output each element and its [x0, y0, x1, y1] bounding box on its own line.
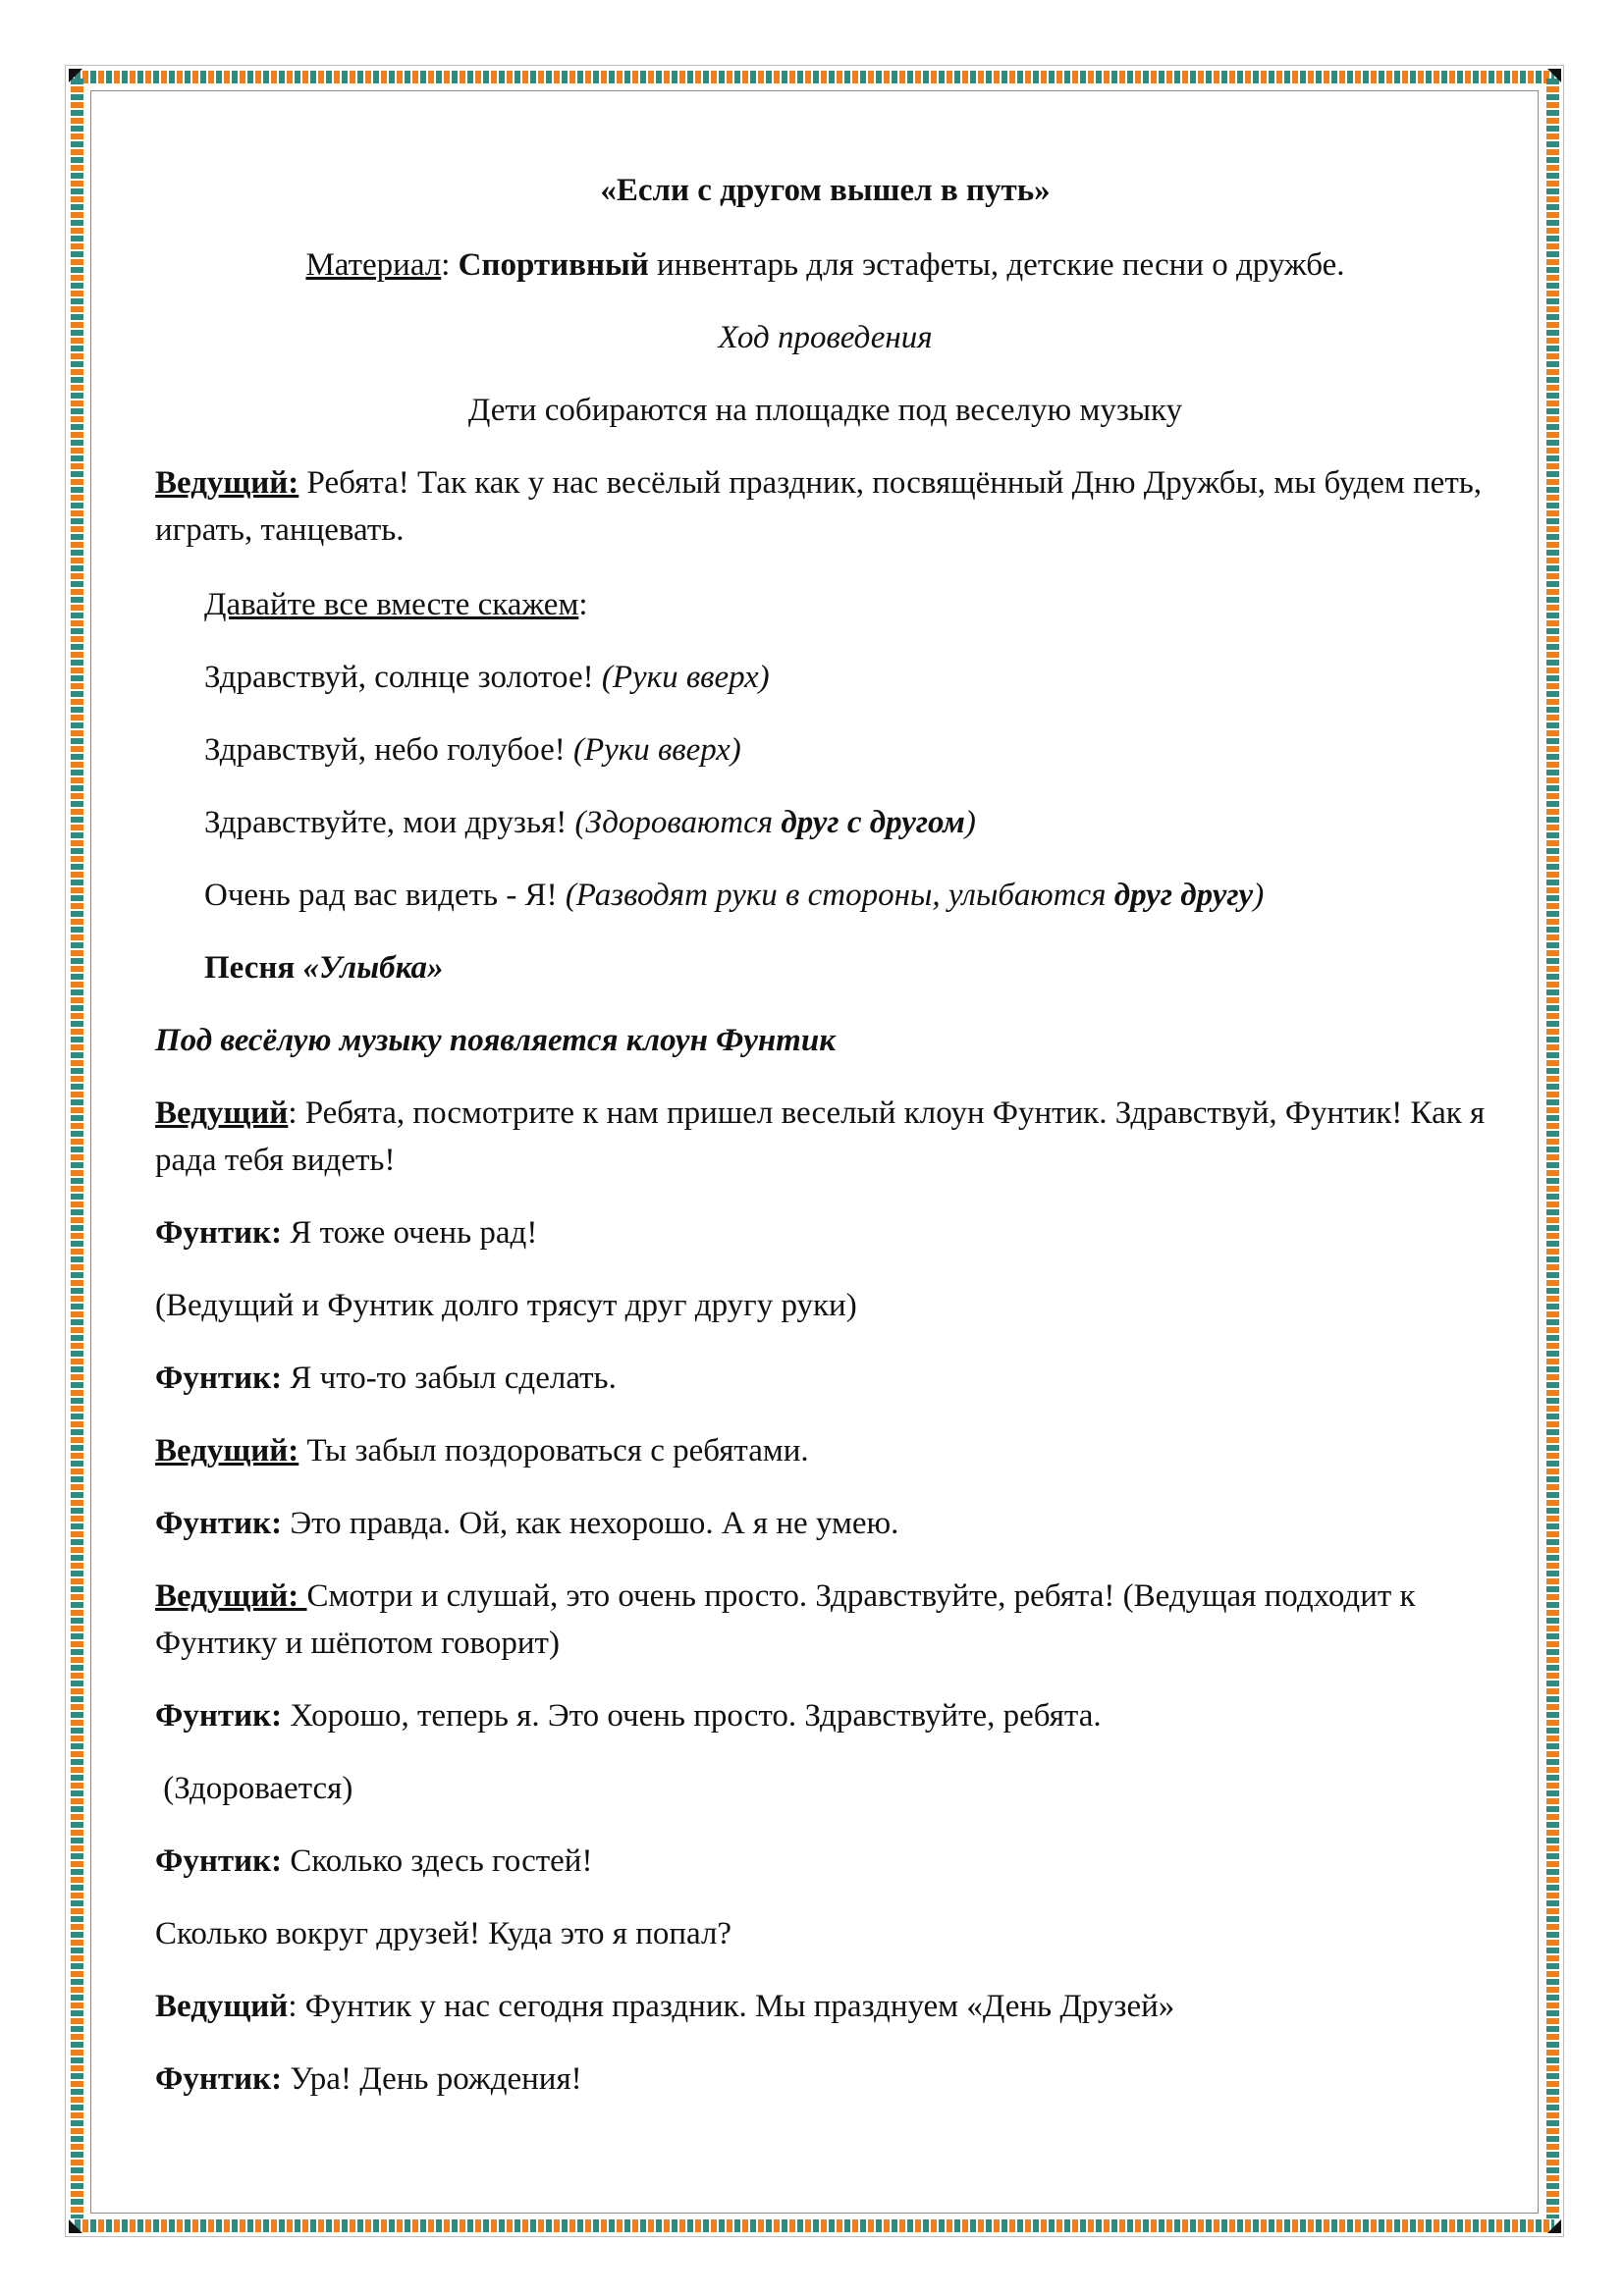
speech-text: Фунтик у нас сегодня праздник. Мы празднуем «День Друзей» — [304, 1989, 1175, 2024]
speaker-label: Фунтик: — [155, 1361, 283, 1396]
speech-text: Сколько вокруг друзей! Куда это я попал? — [155, 1916, 732, 1951]
dialogue-line: Ведущий: Фунтик у нас сегодня праздник. Мы празднуем «День Друзей» — [155, 1989, 1175, 2024]
speech-text: (Здоровается) — [155, 1771, 353, 1806]
dialogue-line — [155, 1282, 1495, 1329]
together-line — [155, 581, 1495, 628]
greeting-text: Очень рад вас видеть - Я! — [204, 878, 566, 913]
song-line — [155, 944, 1495, 991]
song-label: Песня — [204, 950, 303, 986]
speaker-label: Фунтик: — [155, 1215, 283, 1251]
decorative-border-bottom — [75, 2219, 1554, 2232]
greeting-line — [155, 799, 1495, 846]
speaker-label: Ведущий — [155, 1095, 289, 1131]
dialogue-line — [155, 1910, 1495, 1957]
material-label: Материал — [305, 247, 442, 283]
speech-text: Сколько здесь гостей! — [290, 1843, 593, 1879]
decorative-border-left — [71, 79, 83, 2218]
material-bold: Спортивный — [458, 247, 649, 283]
document-body — [155, 167, 1495, 2128]
together-colon: : — [578, 587, 588, 622]
greeting-line — [155, 726, 1495, 774]
dialogue-line — [155, 1573, 1495, 1667]
decorative-border-right — [1546, 79, 1559, 2218]
stage-direction: (Руки вверх) — [572, 732, 741, 768]
decorative-border-top — [75, 71, 1554, 83]
dialogue — [155, 1090, 1495, 2103]
speaker-label: Фунтик: — [155, 2061, 283, 2097]
greeting-text: Здравствуй, небо голубое! — [204, 732, 573, 768]
speaker-label: Ведущий — [155, 1989, 289, 2024]
stage-direction: (Здороваются друг с другом) — [574, 805, 976, 840]
host-line — [155, 459, 1495, 554]
speaker-label: Фунтик: — [155, 1843, 283, 1879]
speech-text: Смотри и слушай, это очень просто. Здравствуйте, ребята! (Ведущая подходит к Фунтику и шёпотом говорит) — [155, 1578, 1416, 1661]
dialogue-line — [155, 1838, 1495, 1885]
dialogue-line — [155, 1209, 1495, 1256]
speech-text: Я тоже очень рад! — [290, 1215, 538, 1251]
dialogue-line — [155, 1500, 1495, 1547]
greeting-text: Здравствуй, солнце золотое! — [204, 660, 602, 695]
material-rest: инвентарь для эстафеты, детские песни о дружбе. — [648, 247, 1345, 283]
dialogue-line — [155, 1692, 1495, 1739]
speech-text: Ура! День рождения! — [290, 2061, 582, 2097]
clown-entry: Под весёлую музыку появляется клоун Фунтик — [155, 1023, 836, 1058]
speech-text: Хорошо, теперь я. Это очень просто. Здравствуйте, ребята. — [290, 1698, 1102, 1734]
dialogue-line — [155, 1355, 1495, 1402]
speech-text: Я что-то забыл сделать. — [290, 1361, 617, 1396]
speech-text: (Ведущий и Фунтик долго трясут друг другу руки) — [155, 1288, 857, 1323]
stage-direction: (Руки вверх) — [601, 660, 770, 695]
dialogue-line — [155, 2056, 1495, 2103]
together-label: Давайте все вместе скажем — [204, 587, 579, 622]
intro-line: Дети собираются на площадке под веселую музыку — [467, 393, 1183, 428]
speech-text: Ребята, посмотрите к нам пришел веселый клоун Фунтик. Здравствуй, Фунтик! Как я рада тебя видеть! — [155, 1095, 1486, 1178]
speech-text: Ребята! Так как у нас весёлый праздник, посвящённый Дню Дружбы, мы будем петь, играть, танцевать. — [155, 465, 1483, 548]
greeting-line — [155, 872, 1495, 919]
dialogue-line: Ведущий: Ребята, посмотрите к нам пришел веселый клоун Фунтик. Здравствуй, Фунтик! Как я рада тебя видеть! — [155, 1095, 1486, 1178]
speaker-label: Ведущий: — [155, 1578, 307, 1614]
speaker-label: Фунтик: — [155, 1698, 283, 1734]
speech-text: Ты забыл поздороваться с ребятами. — [306, 1433, 809, 1468]
material-colon: : — [441, 247, 459, 283]
stage-direction: (Разводят руки в стороны, улыбаются друг другу) — [565, 878, 1265, 913]
section-subtitle: Ход проведения — [718, 320, 933, 355]
dialogue-line — [155, 1427, 1495, 1474]
document-title: «Если с другом вышел в путь» — [600, 173, 1051, 208]
dialogue-line — [155, 1765, 1495, 1812]
material-line — [155, 241, 1495, 289]
speaker-label: Ведущий: — [155, 1433, 299, 1468]
speaker-label: Фунтик: — [155, 1506, 283, 1541]
speech-text: Это правда. Ой, как нехорошо. А я не умею. — [290, 1506, 899, 1541]
speaker-label: Ведущий: — [155, 465, 299, 501]
greeting-line — [155, 654, 1495, 701]
greeting-text: Здравствуйте, мои друзья! — [204, 805, 575, 840]
song-name: «Улыбка» — [302, 950, 444, 986]
